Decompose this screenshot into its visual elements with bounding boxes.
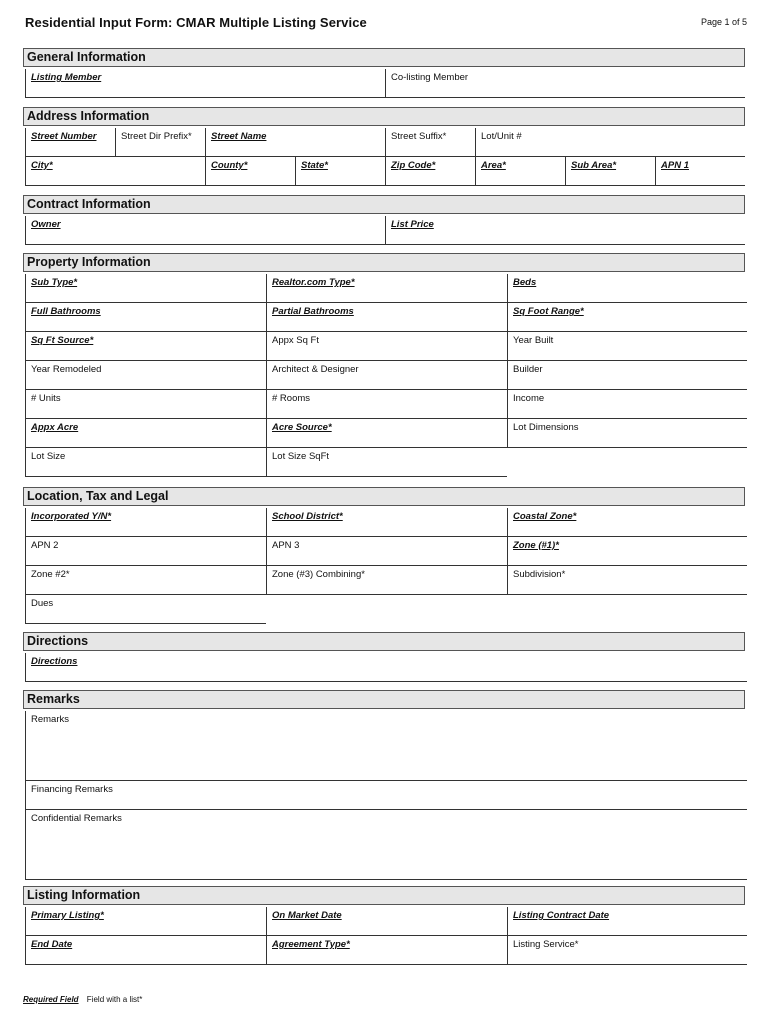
section-header-property-information: Property Information	[23, 253, 745, 272]
field-street-suffix[interactable]	[385, 128, 475, 157]
field-label: Street Number	[31, 131, 97, 142]
field-list-price[interactable]	[385, 216, 745, 245]
field-label: Agreement Type*	[272, 939, 350, 950]
section-header-address-information: Address Information	[23, 107, 745, 126]
field-label: Street Name	[211, 131, 267, 142]
field-listing-service[interactable]	[507, 936, 747, 965]
field-label: Listing Member	[31, 72, 102, 83]
field-lot-size-sqft[interactable]	[266, 448, 507, 477]
field-dues[interactable]	[25, 595, 266, 624]
form-title: Residential Input Form: CMAR Multiple Listing Service	[25, 15, 367, 30]
field-coastal-zone[interactable]	[507, 508, 747, 537]
field-owner[interactable]	[25, 216, 385, 245]
field-label: School District*	[272, 511, 343, 522]
field-label: Financing Remarks	[31, 784, 113, 795]
field-on-market-date[interactable]	[266, 907, 507, 936]
field-label: Area*	[481, 160, 506, 171]
field-label: Zip Code*	[391, 160, 436, 171]
field-label: Lot/Unit #	[481, 131, 522, 142]
field-appx-acre[interactable]	[25, 419, 266, 448]
field-primary-listing[interactable]	[25, 907, 266, 936]
field-state[interactable]	[295, 157, 385, 186]
field-lot-dimensions[interactable]	[507, 419, 747, 448]
field-label: Listing Contract Date	[513, 910, 610, 921]
field-label: Sq Foot Range*	[513, 306, 584, 317]
field-units[interactable]	[25, 390, 266, 419]
field-label: Listing Service*	[513, 939, 579, 950]
field-label: Primary Listing*	[31, 910, 104, 921]
field-zone-1[interactable]	[507, 537, 747, 566]
field-label: Zone #2*	[31, 569, 70, 580]
field-area[interactable]	[475, 157, 565, 186]
field-listing-member[interactable]	[25, 69, 385, 98]
field-label: APN 2	[31, 540, 59, 551]
field-street-dir-prefix[interactable]	[115, 128, 205, 157]
field-label: Sub Type*	[31, 277, 78, 288]
field-end-date[interactable]	[25, 936, 266, 965]
section-header-contract-information: Contract Information	[23, 195, 745, 214]
field-label: On Market Date	[272, 910, 342, 921]
field-label: Year Remodeled	[31, 364, 102, 375]
legend-list-field: Field with a list*	[86, 995, 143, 1004]
field-label: Lot Dimensions	[513, 422, 579, 433]
page-number: Page 1 of 5	[700, 17, 747, 27]
field-agreement-type[interactable]	[266, 936, 507, 965]
section-header-remarks: Remarks	[23, 690, 745, 709]
field-label: Architect & Designer	[272, 364, 359, 375]
field-acre-source[interactable]	[266, 419, 507, 448]
field-label: Owner	[31, 219, 61, 230]
field-label: Street Dir Prefix*	[121, 131, 192, 142]
field-label: End Date	[31, 939, 73, 950]
field-label: Full Bathrooms	[31, 306, 101, 317]
field-sq-ft-source[interactable]	[25, 332, 266, 361]
field-sq-foot-range[interactable]	[507, 303, 747, 332]
field-apn-1[interactable]	[655, 157, 745, 186]
field-label: APN 3	[272, 540, 300, 551]
field-appx-sq-ft[interactable]	[266, 332, 507, 361]
field-lot-size[interactable]	[25, 448, 266, 477]
field-label: Acre Source*	[272, 422, 332, 433]
field-apn-3[interactable]	[266, 537, 507, 566]
field-label: # Units	[31, 393, 61, 404]
field-label: Street Suffix*	[391, 131, 447, 142]
field-co-listing-member[interactable]	[385, 69, 745, 98]
legend-required-field: Required Field	[23, 995, 79, 1004]
field-rooms[interactable]	[266, 390, 507, 419]
field-zone-2[interactable]	[25, 566, 266, 595]
field-lot-unit[interactable]	[475, 128, 745, 157]
field-label: Coastal Zone*	[513, 511, 577, 522]
field-label: Co-listing Member	[391, 72, 469, 83]
field-label: Sub Area*	[571, 160, 617, 171]
field-label: Zone (#1)*	[513, 540, 559, 551]
field-directions[interactable]	[25, 653, 747, 682]
field-county[interactable]	[205, 157, 295, 186]
field-label: Income	[513, 393, 545, 404]
field-label: Zone (#3) Combining*	[272, 569, 365, 580]
section-header-listing-information: Listing Information	[23, 886, 745, 905]
field-school-district[interactable]	[266, 508, 507, 537]
field-label: Lot Size SqFt	[272, 451, 330, 462]
field-label: City*	[31, 160, 53, 171]
field-zone-3-combining[interactable]	[266, 566, 507, 595]
field-incorporated-y-n[interactable]	[25, 508, 266, 537]
field-street-number[interactable]	[25, 128, 115, 157]
field-sub-area[interactable]	[565, 157, 655, 186]
field-full-bathrooms[interactable]	[25, 303, 266, 332]
field-label: State*	[301, 160, 328, 171]
legend	[23, 995, 142, 1004]
field-label: County*	[211, 160, 248, 171]
field-beds[interactable]	[507, 274, 747, 303]
section-header-general-information: General Information	[23, 48, 745, 67]
field-city[interactable]	[25, 157, 205, 186]
field-year-remodeled[interactable]	[25, 361, 266, 390]
field-label: Beds	[513, 277, 537, 288]
field-financing-remarks[interactable]	[25, 781, 747, 810]
field-label: Remarks	[31, 714, 70, 725]
field-label: List Price	[391, 219, 434, 230]
field-label: Realtor.com Type*	[272, 277, 355, 288]
field-label: # Rooms	[272, 393, 311, 404]
section-header-location-tax-and-legal: Location, Tax and Legal	[23, 487, 745, 506]
section-header-directions: Directions	[23, 632, 745, 651]
field-label: Appx Acre	[31, 422, 79, 433]
field-street-name[interactable]	[205, 128, 385, 157]
field-label: Sq Ft Source*	[31, 335, 94, 346]
field-label: Appx Sq Ft	[272, 335, 319, 346]
field-label: Lot Size	[31, 451, 66, 462]
field-sub-type[interactable]	[25, 274, 266, 303]
field-label: Confidential Remarks	[31, 813, 122, 824]
field-remarks[interactable]	[25, 711, 747, 781]
field-label: Incorporated Y/N*	[31, 511, 112, 522]
field-label: APN 1	[661, 160, 689, 171]
field-label: Year Built	[513, 335, 554, 346]
field-realtor-com-type[interactable]	[266, 274, 507, 303]
field-subdivision[interactable]	[507, 566, 747, 595]
field-builder[interactable]	[507, 361, 747, 390]
field-income[interactable]	[507, 390, 747, 419]
field-label: Dues	[31, 598, 54, 609]
field-confidential-remarks[interactable]	[25, 810, 747, 880]
field-label: Subdivision*	[513, 569, 566, 580]
field-zip-code[interactable]	[385, 157, 475, 186]
field-label: Directions	[31, 656, 78, 667]
field-label: Builder	[513, 364, 543, 375]
field-partial-bathrooms[interactable]	[266, 303, 507, 332]
field-architect-designer[interactable]	[266, 361, 507, 390]
field-label: Partial Bathrooms	[272, 306, 354, 317]
field-year-built[interactable]	[507, 332, 747, 361]
field-listing-contract-date[interactable]	[507, 907, 747, 936]
field-apn-2[interactable]	[25, 537, 266, 566]
